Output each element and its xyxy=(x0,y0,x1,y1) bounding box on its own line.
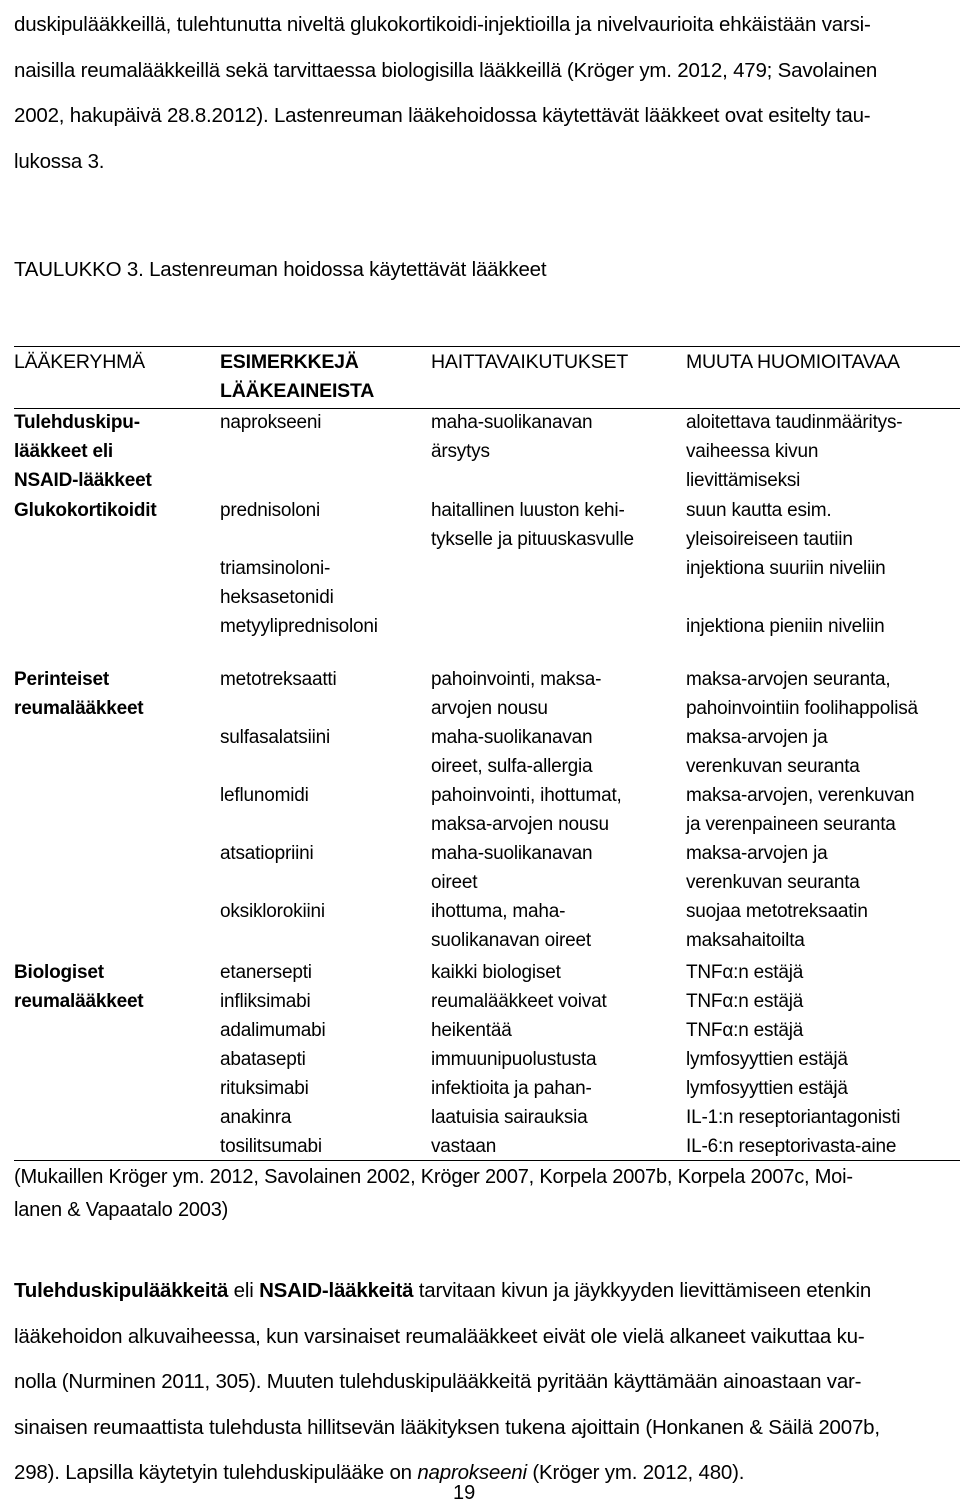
intro-line: duskipulääkkeillä, tulehtunutta niveltä glukokortikoidi-injektioilla ja nivelvaurioita ehkäistään varsi- xyxy=(14,13,871,36)
body-line: 298). Lapsilla käytetyin tulehduskipulääke on naprokseeni (Kröger ym. 2012, 480). xyxy=(14,1461,745,1484)
body-line: sinaisen reumaattista tulehdusta hillitsevän lääkityksen tukena ajoittain (Honkanen & Säilä 2007b, xyxy=(14,1415,880,1439)
intro-paragraph xyxy=(14,2,934,184)
effects-dmard: pahoinvointi, maksa- arvojen nousu maha-suolikanavan oireet, sulfa-allergia pahoinvointi, ihottumat, maksa-arvojen nousu maha-suolikanavan oireet ihottuma, maha- suolikanavan oireet xyxy=(431,669,622,951)
group-gluco: Glukokortikoidit xyxy=(14,500,157,521)
table-caption: TAULUKKO 3. Lastenreuman hoidossa käytettävät lääkkeet xyxy=(14,258,547,281)
drugs-bio: etanersepti infliksimabi adalimumabi abatasepti rituksimabi anakinra tosilitsumabi xyxy=(220,962,326,1157)
header-side-effects: HAITTAVAIKUTUKSET xyxy=(431,351,629,373)
effects-nsaid: maha-suolikanavan ärsytys xyxy=(431,412,593,462)
group-nsaid: Tulehduskipu- lääkkeet eli NSAID-lääkkeet xyxy=(14,412,152,491)
intro-line: 2002, hakupäivä 28.8.2012). Lastenreuman lääkehoidossa käytettävät lääkkeet ovat esitelty tau- xyxy=(14,104,871,127)
notes-gluco: suun kautta esim. yleisoireiseen tautiin injektiona suuriin niveliin injektiona pieniin niveliin xyxy=(686,500,886,637)
effects-gluco: haitallinen luuston kehi- tykselle ja pituuskasvulle xyxy=(431,500,634,550)
notes-nsaid: aloitettava taudinmääritys- vaiheessa kivun lievittämiseksi xyxy=(686,412,903,491)
drugs-dmard: metotreksaatti sulfasalatsiini leflunomidi atsatiopriini oksiklorokiini xyxy=(220,669,337,922)
table-source: (Mukaillen Kröger ym. 2012, Savolainen 2002, Kröger 2007, Korpela 2007b, Korpela 2007c, Moi- lanen & Vapaatalo 2003) xyxy=(14,1166,853,1221)
header-notes: MUUTA HUOMIOITAVAA xyxy=(686,351,900,373)
header-group: LÄÄKERYHMÄ xyxy=(14,351,145,373)
intro-line: naisilla reumalääkkeillä sekä tarvittaessa biologisilla lääkkeillä (Kröger ym. 2012, 479; Savolainen xyxy=(14,58,878,82)
effects-bio: kaikki biologiset reumalääkkeet voivat heikentää immuunipuolustusta infektioita ja pahan- laatuisia sairauksia vastaan xyxy=(431,962,607,1157)
header-examples: ESIMERKKEJÄ LÄÄKEAINEISTA xyxy=(220,351,375,402)
intro-line: lukossa 3. xyxy=(14,149,105,173)
notes-bio: TNFα:n estäjä TNFα:n estäjä TNFα:n estäjä lymfosyyttien estäjä lymfosyyttien estäjä IL-1:n reseptoriantagonisti IL-6:n reseptorivasta-aine xyxy=(686,962,901,1157)
drugs-nsaid: naprokseeni xyxy=(220,412,322,433)
table-top-rule xyxy=(14,346,960,347)
group-dmard: Perinteiset reumalääkkeet xyxy=(14,669,144,719)
body-line: nolla (Nurminen 2011, 305). Muuten tulehduskipulääkkeitä pyritään käyttämään ainoastaan var- xyxy=(14,1370,862,1393)
group-bio: Biologiset reumalääkkeet xyxy=(14,962,144,1012)
body-line: Tulehduskipulääkkeitä eli NSAID-lääkkeitä tarvitaan kivun ja jäykkyyden lievittämiseen etenkin xyxy=(14,1279,872,1302)
notes-dmard: maksa-arvojen seuranta, pahoinvointiin foolihappolisä maksa-arvojen ja verenkuvan seuranta maksa-arvojen, verenkuvan ja verenpaineen seuranta maksa-arvojen ja verenkuvan seuranta suojaa metotreksaatin maksahaitoilta xyxy=(686,669,918,951)
body-line: lääkehoidon alkuvaiheessa, kun varsinaiset reumalääkkeet eivät ole vielä alkaneet vaikuttaa ku- xyxy=(14,1324,865,1348)
page-number: 19 xyxy=(453,1482,476,1504)
drugs-gluco: prednisoloni triamsinoloni- heksasetonidi metyyliprednisoloni xyxy=(220,500,378,637)
body-paragraph xyxy=(14,1268,934,1496)
